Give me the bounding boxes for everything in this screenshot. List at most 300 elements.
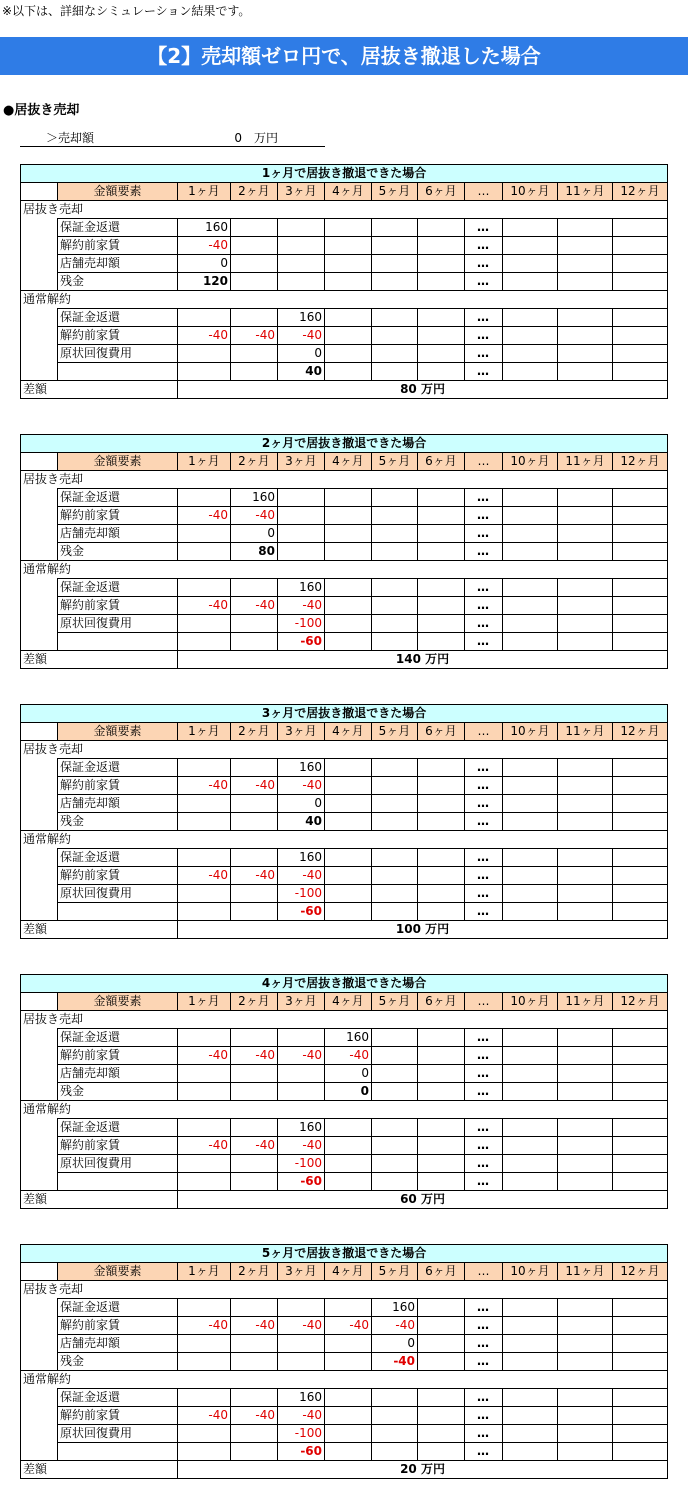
deposit-value (372, 1119, 418, 1137)
diff-label: 差額 (21, 651, 178, 669)
table-row (21, 1335, 668, 1353)
deposit-value (178, 1119, 231, 1137)
store-sale-label: 店舗売却額 (58, 1335, 178, 1353)
restore-value (503, 615, 558, 633)
ellipsis-cell: … (465, 885, 503, 903)
indent-cell (21, 507, 58, 525)
diff-label: 差額 (21, 1191, 178, 1209)
total-value (325, 633, 372, 651)
rent-value (372, 507, 418, 525)
diff-row (21, 381, 668, 399)
restore-label: 原状回復費用 (58, 1425, 178, 1443)
table-header-row (21, 993, 668, 1011)
rent-value (503, 1047, 558, 1065)
balance-value (178, 1083, 231, 1101)
deposit-value: 160 (278, 1119, 325, 1137)
restore-value (372, 1425, 418, 1443)
header-month: … (465, 993, 503, 1011)
deposit-value (325, 309, 372, 327)
restore-value (231, 1425, 278, 1443)
table-row (21, 1137, 668, 1155)
rent-label: 解約前家賃 (58, 777, 178, 795)
rent-value (503, 1137, 558, 1155)
group-row (21, 741, 668, 759)
store-sale-value (278, 525, 325, 543)
group-row (21, 831, 668, 849)
header-month: 12ヶ月 (613, 1263, 668, 1281)
rent-value (418, 777, 465, 795)
ellipsis-cell: … (465, 1353, 503, 1371)
store-sale-value (372, 795, 418, 813)
scenario-title: 3ヶ月で居抜き撤退できた場合 (21, 705, 668, 723)
diff-value: 20 万円 (178, 1461, 668, 1479)
restore-value (178, 1155, 231, 1173)
rent-value (372, 1047, 418, 1065)
indent-cell (21, 813, 58, 831)
store-sale-value (325, 255, 372, 273)
rent-value (231, 237, 278, 255)
rent-label: 解約前家賃 (58, 867, 178, 885)
ellipsis-cell: … (465, 219, 503, 237)
scenario-title: 5ヶ月で居抜き撤退できた場合 (21, 1245, 668, 1263)
deposit-label: 保証金返還 (58, 579, 178, 597)
balance-value (278, 1083, 325, 1101)
header-month: 1ヶ月 (178, 723, 231, 741)
table-row (21, 903, 668, 921)
rent-value (558, 507, 613, 525)
deposit-value (178, 1389, 231, 1407)
header-label: 金額要素 (58, 1263, 178, 1281)
indent-cell (21, 1083, 58, 1101)
deposit-value (503, 1029, 558, 1047)
balance-label: 残金 (58, 273, 178, 291)
group-row (21, 201, 668, 219)
indent-cell (21, 597, 58, 615)
deposit-value (558, 1389, 613, 1407)
header-month: … (465, 453, 503, 471)
rent-value (613, 327, 668, 345)
restore-value (558, 1425, 613, 1443)
restore-value (178, 345, 231, 363)
restore-value (613, 885, 668, 903)
ellipsis-cell: … (465, 759, 503, 777)
balance-value (503, 1353, 558, 1371)
total-value (231, 363, 278, 381)
restore-value (231, 615, 278, 633)
table-row (21, 615, 668, 633)
rent-value: -40 (178, 1317, 231, 1335)
rent-value: -40 (278, 597, 325, 615)
total-value (613, 633, 668, 651)
ellipsis-cell: … (465, 237, 503, 255)
total-value: -60 (278, 903, 325, 921)
header-month: … (465, 1263, 503, 1281)
total-value (178, 1173, 231, 1191)
rent-value (613, 1047, 668, 1065)
deposit-value (418, 1299, 465, 1317)
indent-cell (21, 255, 58, 273)
deposit-value (325, 1119, 372, 1137)
header-month: 10ヶ月 (503, 453, 558, 471)
scenario-table (20, 704, 668, 939)
rent-value: -40 (178, 327, 231, 345)
deposit-value (558, 759, 613, 777)
deposit-value (613, 309, 668, 327)
ellipsis-cell: … (465, 1425, 503, 1443)
rent-value: -40 (178, 867, 231, 885)
deposit-value: 160 (278, 1389, 325, 1407)
rent-value (558, 777, 613, 795)
balance-value (372, 813, 418, 831)
rent-value: -40 (231, 1047, 278, 1065)
balance-value (613, 543, 668, 561)
table-row (21, 273, 668, 291)
group-row (21, 561, 668, 579)
rent-value (418, 507, 465, 525)
table-header-row (21, 1263, 668, 1281)
balance-value (231, 1353, 278, 1371)
header-spacer (21, 453, 58, 471)
indent-cell (21, 327, 58, 345)
diff-value: 60 万円 (178, 1191, 668, 1209)
table-row (21, 633, 668, 651)
deposit-value (558, 849, 613, 867)
group-label: 通常解約 (21, 831, 668, 849)
rent-label: 解約前家賃 (58, 597, 178, 615)
indent-cell (21, 795, 58, 813)
restore-value (503, 1155, 558, 1173)
rent-label: 解約前家賃 (58, 1137, 178, 1155)
diff-row (21, 1191, 668, 1209)
table-row (21, 309, 668, 327)
store-sale-value (278, 1065, 325, 1083)
store-sale-value (503, 525, 558, 543)
deposit-label: 保証金返還 (58, 1029, 178, 1047)
restore-value (372, 615, 418, 633)
indent-cell (21, 219, 58, 237)
deposit-value (503, 1299, 558, 1317)
rent-value (418, 237, 465, 255)
rent-value: -40 (278, 1137, 325, 1155)
ellipsis-cell: … (465, 1083, 503, 1101)
indent-cell (21, 273, 58, 291)
indent-cell (21, 579, 58, 597)
ellipsis-cell: … (465, 777, 503, 795)
rent-value (325, 777, 372, 795)
group-label: 通常解約 (21, 291, 668, 309)
restore-value (325, 885, 372, 903)
deposit-label: 保証金返還 (58, 759, 178, 777)
balance-value (418, 1083, 465, 1101)
balance-value (418, 543, 465, 561)
rent-value (503, 1317, 558, 1335)
balance-value (558, 543, 613, 561)
store-sale-value (231, 1335, 278, 1353)
header-spacer (21, 993, 58, 1011)
balance-value (418, 1353, 465, 1371)
deposit-value (503, 489, 558, 507)
deposit-value (418, 579, 465, 597)
store-sale-value (418, 1335, 465, 1353)
group-label: 居抜き売却 (21, 201, 668, 219)
deposit-label: 保証金返還 (58, 1119, 178, 1137)
balance-value (231, 1083, 278, 1101)
rent-value (418, 327, 465, 345)
header-month: 12ヶ月 (613, 723, 668, 741)
header-month: … (465, 183, 503, 201)
indent-cell (21, 903, 58, 921)
store-sale-value (372, 1065, 418, 1083)
rent-label: 解約前家賃 (58, 327, 178, 345)
table-row (21, 1155, 668, 1173)
header-month: 4ヶ月 (325, 183, 372, 201)
header-month: 10ヶ月 (503, 183, 558, 201)
deposit-value (325, 1389, 372, 1407)
deposit-value (418, 759, 465, 777)
table-title-row (21, 165, 668, 183)
total-value (372, 903, 418, 921)
deposit-value: 160 (231, 489, 278, 507)
scenario-table (20, 974, 668, 1209)
total-value (558, 363, 613, 381)
store-sale-value (558, 1335, 613, 1353)
store-sale-value (418, 525, 465, 543)
ellipsis-cell: … (465, 1443, 503, 1461)
rent-value (613, 237, 668, 255)
restore-value (613, 1425, 668, 1443)
indent-cell (21, 489, 58, 507)
indent-cell (21, 1353, 58, 1371)
rent-value (558, 1407, 613, 1425)
rent-value: -40 (278, 1047, 325, 1065)
table-header-row (21, 183, 668, 201)
store-sale-value (231, 795, 278, 813)
restore-value (325, 615, 372, 633)
ellipsis-cell: … (465, 615, 503, 633)
deposit-value: 160 (178, 219, 231, 237)
restore-value: 0 (278, 345, 325, 363)
indent-cell (21, 885, 58, 903)
restore-label: 原状回復費用 (58, 345, 178, 363)
header-label: 金額要素 (58, 723, 178, 741)
note-text: ※以下は、詳細なシミュレーション結果です。 (2, 4, 251, 18)
deposit-value (503, 309, 558, 327)
restore-value (372, 345, 418, 363)
rent-value (503, 507, 558, 525)
deposit-value (325, 579, 372, 597)
store-sale-value (178, 525, 231, 543)
rent-value (372, 597, 418, 615)
rent-value: -40 (231, 777, 278, 795)
total-value (503, 1443, 558, 1461)
deposit-value (178, 759, 231, 777)
restore-value: -100 (278, 1425, 325, 1443)
ellipsis-cell: … (465, 273, 503, 291)
table-row (21, 813, 668, 831)
deposit-value (503, 1119, 558, 1137)
indent-cell (21, 849, 58, 867)
deposit-value: 160 (325, 1029, 372, 1047)
total-value (503, 633, 558, 651)
table-row (21, 759, 668, 777)
store-sale-value (278, 1335, 325, 1353)
store-sale-value: 0 (278, 795, 325, 813)
rent-value (558, 1317, 613, 1335)
total-value (503, 363, 558, 381)
group-label: 居抜き売却 (21, 1011, 668, 1029)
rent-value (558, 237, 613, 255)
scenario-table (20, 434, 668, 669)
table-row (21, 543, 668, 561)
balance-value (278, 543, 325, 561)
store-sale-label: 店舗売却額 (58, 255, 178, 273)
deposit-value (325, 1299, 372, 1317)
balance-value (278, 1353, 325, 1371)
total-value (558, 633, 613, 651)
total-value (418, 903, 465, 921)
balance-label: 残金 (58, 813, 178, 831)
scenario-title: 2ヶ月で居抜き撤退できた場合 (21, 435, 668, 453)
balance-value (418, 273, 465, 291)
indent-cell (21, 1299, 58, 1317)
scenario-title: 1ヶ月で居抜き撤退できた場合 (21, 165, 668, 183)
header-month: 10ヶ月 (503, 993, 558, 1011)
balance-value (558, 1353, 613, 1371)
restore-value: -100 (278, 615, 325, 633)
header-month: 10ヶ月 (503, 1263, 558, 1281)
total-value (613, 1443, 668, 1461)
deposit-value (178, 849, 231, 867)
balance-value: -40 (372, 1353, 418, 1371)
total-value (613, 903, 668, 921)
deposit-value: 160 (278, 579, 325, 597)
deposit-value (231, 1389, 278, 1407)
restore-value (178, 1425, 231, 1443)
rent-value (418, 1047, 465, 1065)
ellipsis-cell: … (465, 1317, 503, 1335)
table-row (21, 255, 668, 273)
store-sale-label: 店舗売却額 (58, 525, 178, 543)
header-month: 11ヶ月 (558, 183, 613, 201)
restore-label: 原状回復費用 (58, 885, 178, 903)
deposit-label: 保証金返還 (58, 1299, 178, 1317)
group-label: 居抜き売却 (21, 471, 668, 489)
balance-value (503, 543, 558, 561)
diff-row (21, 1461, 668, 1479)
store-sale-value (418, 1065, 465, 1083)
store-sale-value (558, 525, 613, 543)
rent-value (372, 777, 418, 795)
ellipsis-cell: … (465, 363, 503, 381)
scenario-table (20, 1244, 668, 1479)
header-month: 11ヶ月 (558, 1263, 613, 1281)
deposit-value (325, 759, 372, 777)
total-value (231, 1443, 278, 1461)
deposit-label: 保証金返還 (58, 219, 178, 237)
ellipsis-cell: … (465, 597, 503, 615)
total-label (58, 1173, 178, 1191)
rent-value (418, 1407, 465, 1425)
rent-value (503, 327, 558, 345)
table-row (21, 1173, 668, 1191)
header-month: 6ヶ月 (418, 183, 465, 201)
ellipsis-cell: … (465, 1047, 503, 1065)
indent-cell (21, 1119, 58, 1137)
ellipsis-cell: … (465, 1299, 503, 1317)
group-row (21, 1371, 668, 1389)
store-sale-value (278, 255, 325, 273)
ellipsis-cell: … (465, 633, 503, 651)
indent-cell (21, 777, 58, 795)
total-value (503, 903, 558, 921)
deposit-value (231, 1299, 278, 1317)
rent-value: -40 (325, 1317, 372, 1335)
total-value (418, 363, 465, 381)
deposit-value (613, 1389, 668, 1407)
total-value: -60 (278, 633, 325, 651)
header-month: 1ヶ月 (178, 1263, 231, 1281)
deposit-value (178, 1029, 231, 1047)
ellipsis-cell: … (465, 1119, 503, 1137)
deposit-value (613, 1299, 668, 1317)
deposit-value (558, 1119, 613, 1137)
ellipsis-cell: … (465, 489, 503, 507)
ellipsis-cell: … (465, 1137, 503, 1155)
header-label: 金額要素 (58, 453, 178, 471)
indent-cell (21, 309, 58, 327)
indent-cell (21, 1407, 58, 1425)
balance-value (503, 1083, 558, 1101)
restore-value (613, 1155, 668, 1173)
group-row (21, 291, 668, 309)
total-value (231, 1173, 278, 1191)
rent-value (558, 867, 613, 885)
rent-value (325, 327, 372, 345)
balance-value (325, 543, 372, 561)
table-row (21, 1353, 668, 1371)
deposit-value (613, 759, 668, 777)
total-value (325, 363, 372, 381)
rent-value (613, 1317, 668, 1335)
store-sale-value (325, 525, 372, 543)
total-value (372, 363, 418, 381)
table-row (21, 1047, 668, 1065)
deposit-label: 保証金返還 (58, 849, 178, 867)
deposit-value (231, 219, 278, 237)
ellipsis-cell: … (465, 903, 503, 921)
deposit-value (372, 309, 418, 327)
rent-label: 解約前家賃 (58, 507, 178, 525)
table-row (21, 849, 668, 867)
header-month: 1ヶ月 (178, 993, 231, 1011)
sale-amount-line (20, 130, 325, 147)
restore-value (231, 1155, 278, 1173)
indent-cell (21, 867, 58, 885)
rent-value (372, 327, 418, 345)
store-sale-value (372, 525, 418, 543)
scenario-title: 4ヶ月で居抜き撤退できた場合 (21, 975, 668, 993)
store-sale-value (325, 1335, 372, 1353)
sale-amount-label: ＞売却額 (46, 131, 95, 145)
balance-value (558, 1083, 613, 1101)
restore-value (418, 885, 465, 903)
rent-value: -40 (231, 597, 278, 615)
deposit-value (613, 1029, 668, 1047)
total-value (231, 903, 278, 921)
rent-value (558, 327, 613, 345)
ellipsis-cell: … (465, 309, 503, 327)
diff-row (21, 651, 668, 669)
